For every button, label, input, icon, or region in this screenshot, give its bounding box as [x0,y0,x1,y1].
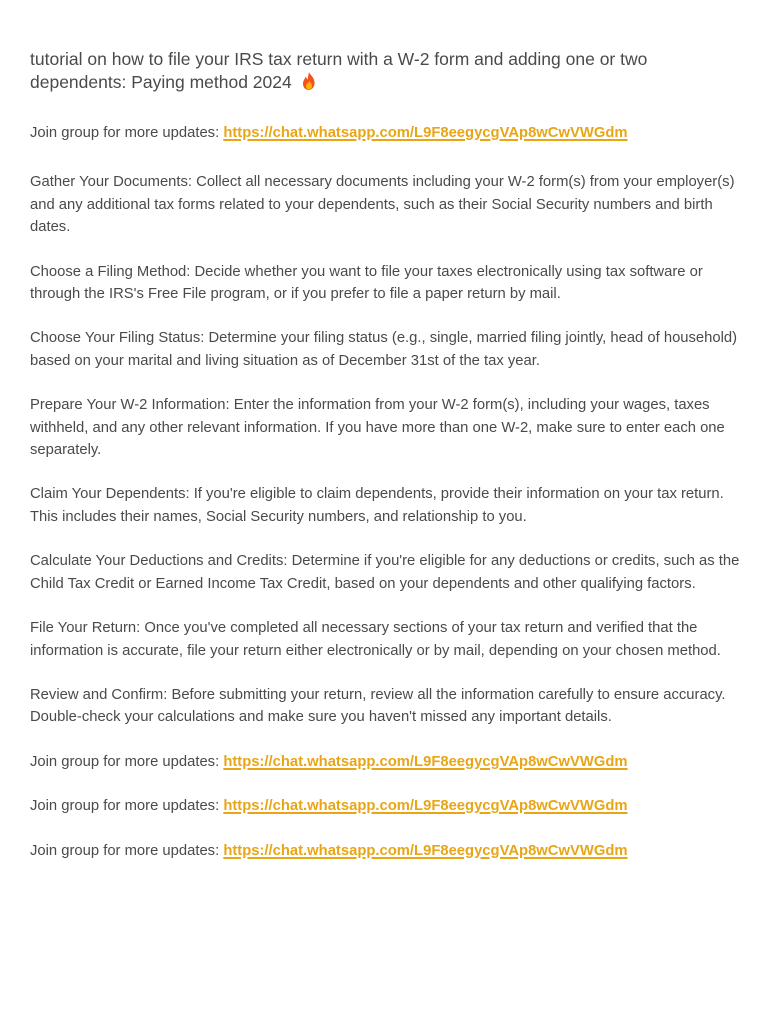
fire-icon [299,71,319,91]
join-label: Join group for more updates: [30,125,220,141]
join-label: Join group for more updates: [30,798,220,815]
page-title-text: tutorial on how to file your IRS tax return with a W-2 form and adding one or two dependents: Paying method 2024 [30,49,648,92]
join-group-line-4 [30,840,742,862]
paragraph-claim-dependents: Claim Your Dependents: If you're eligible to claim dependents, provide their information on your tax return. This includes their names, Social Security numbers, and relationship to you. [30,486,724,525]
join-label: Join group for more updates: [30,753,220,770]
paragraph-deductions-credits: Calculate Your Deductions and Credits: Determine if you're eligible for any deductions or credits, such as the Child Tax Credit or Earned Income Tax Credit, based on your dependents and other qualifying factors. [30,553,740,592]
paragraph-filing-status: Choose Your Filing Status: Determine your filing status (e.g., single, married filing jointly, head of household) based on your marital and living situation as of December 31st of the tax year. [30,330,738,369]
paragraph-filing-method: Choose a Filing Method: Decide whether you want to file your taxes electronically using tax software or through the IRS's Free File program, or if you prefer to file a paper return by mail. [30,263,703,303]
join-group-line-3 [30,795,742,817]
whatsapp-group-link[interactable]: https://chat.whatsapp.com/L9F8eegycgVAp8wCwVWGdm [223,125,628,141]
join-label: Join group for more updates: [30,842,220,859]
join-group-line-2 [30,751,742,773]
paragraph-w2-information: Prepare Your W-2 Information: Enter the information from your W-2 form(s), including your wages, taxes withheld, and any other relevant information. If you have more than one W-2, make sure to enter each one separately. [30,397,725,459]
whatsapp-group-link[interactable]: https://chat.whatsapp.com/L9F8eegycgVAp8wCwVWGdm [223,842,628,859]
paragraph-file-return: File Your Return: Once you've completed all necessary sections of your tax return and verified that the information is accurate, file your return either electronically or by mail, depending on your chosen method. [30,620,721,659]
paragraph-gather-documents: Gather Your Documents: Collect all necessary documents including your W-2 form(s) from your employer(s) and any additional tax forms related to your dependents, such as their Social Security numbers and birth dates. [30,174,735,236]
whatsapp-group-link[interactable]: https://chat.whatsapp.com/L9F8eegycgVAp8wCwVWGdm [223,753,628,770]
page-title [30,48,730,94]
whatsapp-group-link[interactable]: https://chat.whatsapp.com/L9F8eegycgVAp8wCwVWGdm [223,798,628,815]
join-group-line-1 [30,122,742,144]
paragraph-review-confirm: Review and Confirm: Before submitting your return, review all the information carefully to ensure accuracy. Double-check your calculations and make sure you haven't missed any important details. [30,686,726,726]
